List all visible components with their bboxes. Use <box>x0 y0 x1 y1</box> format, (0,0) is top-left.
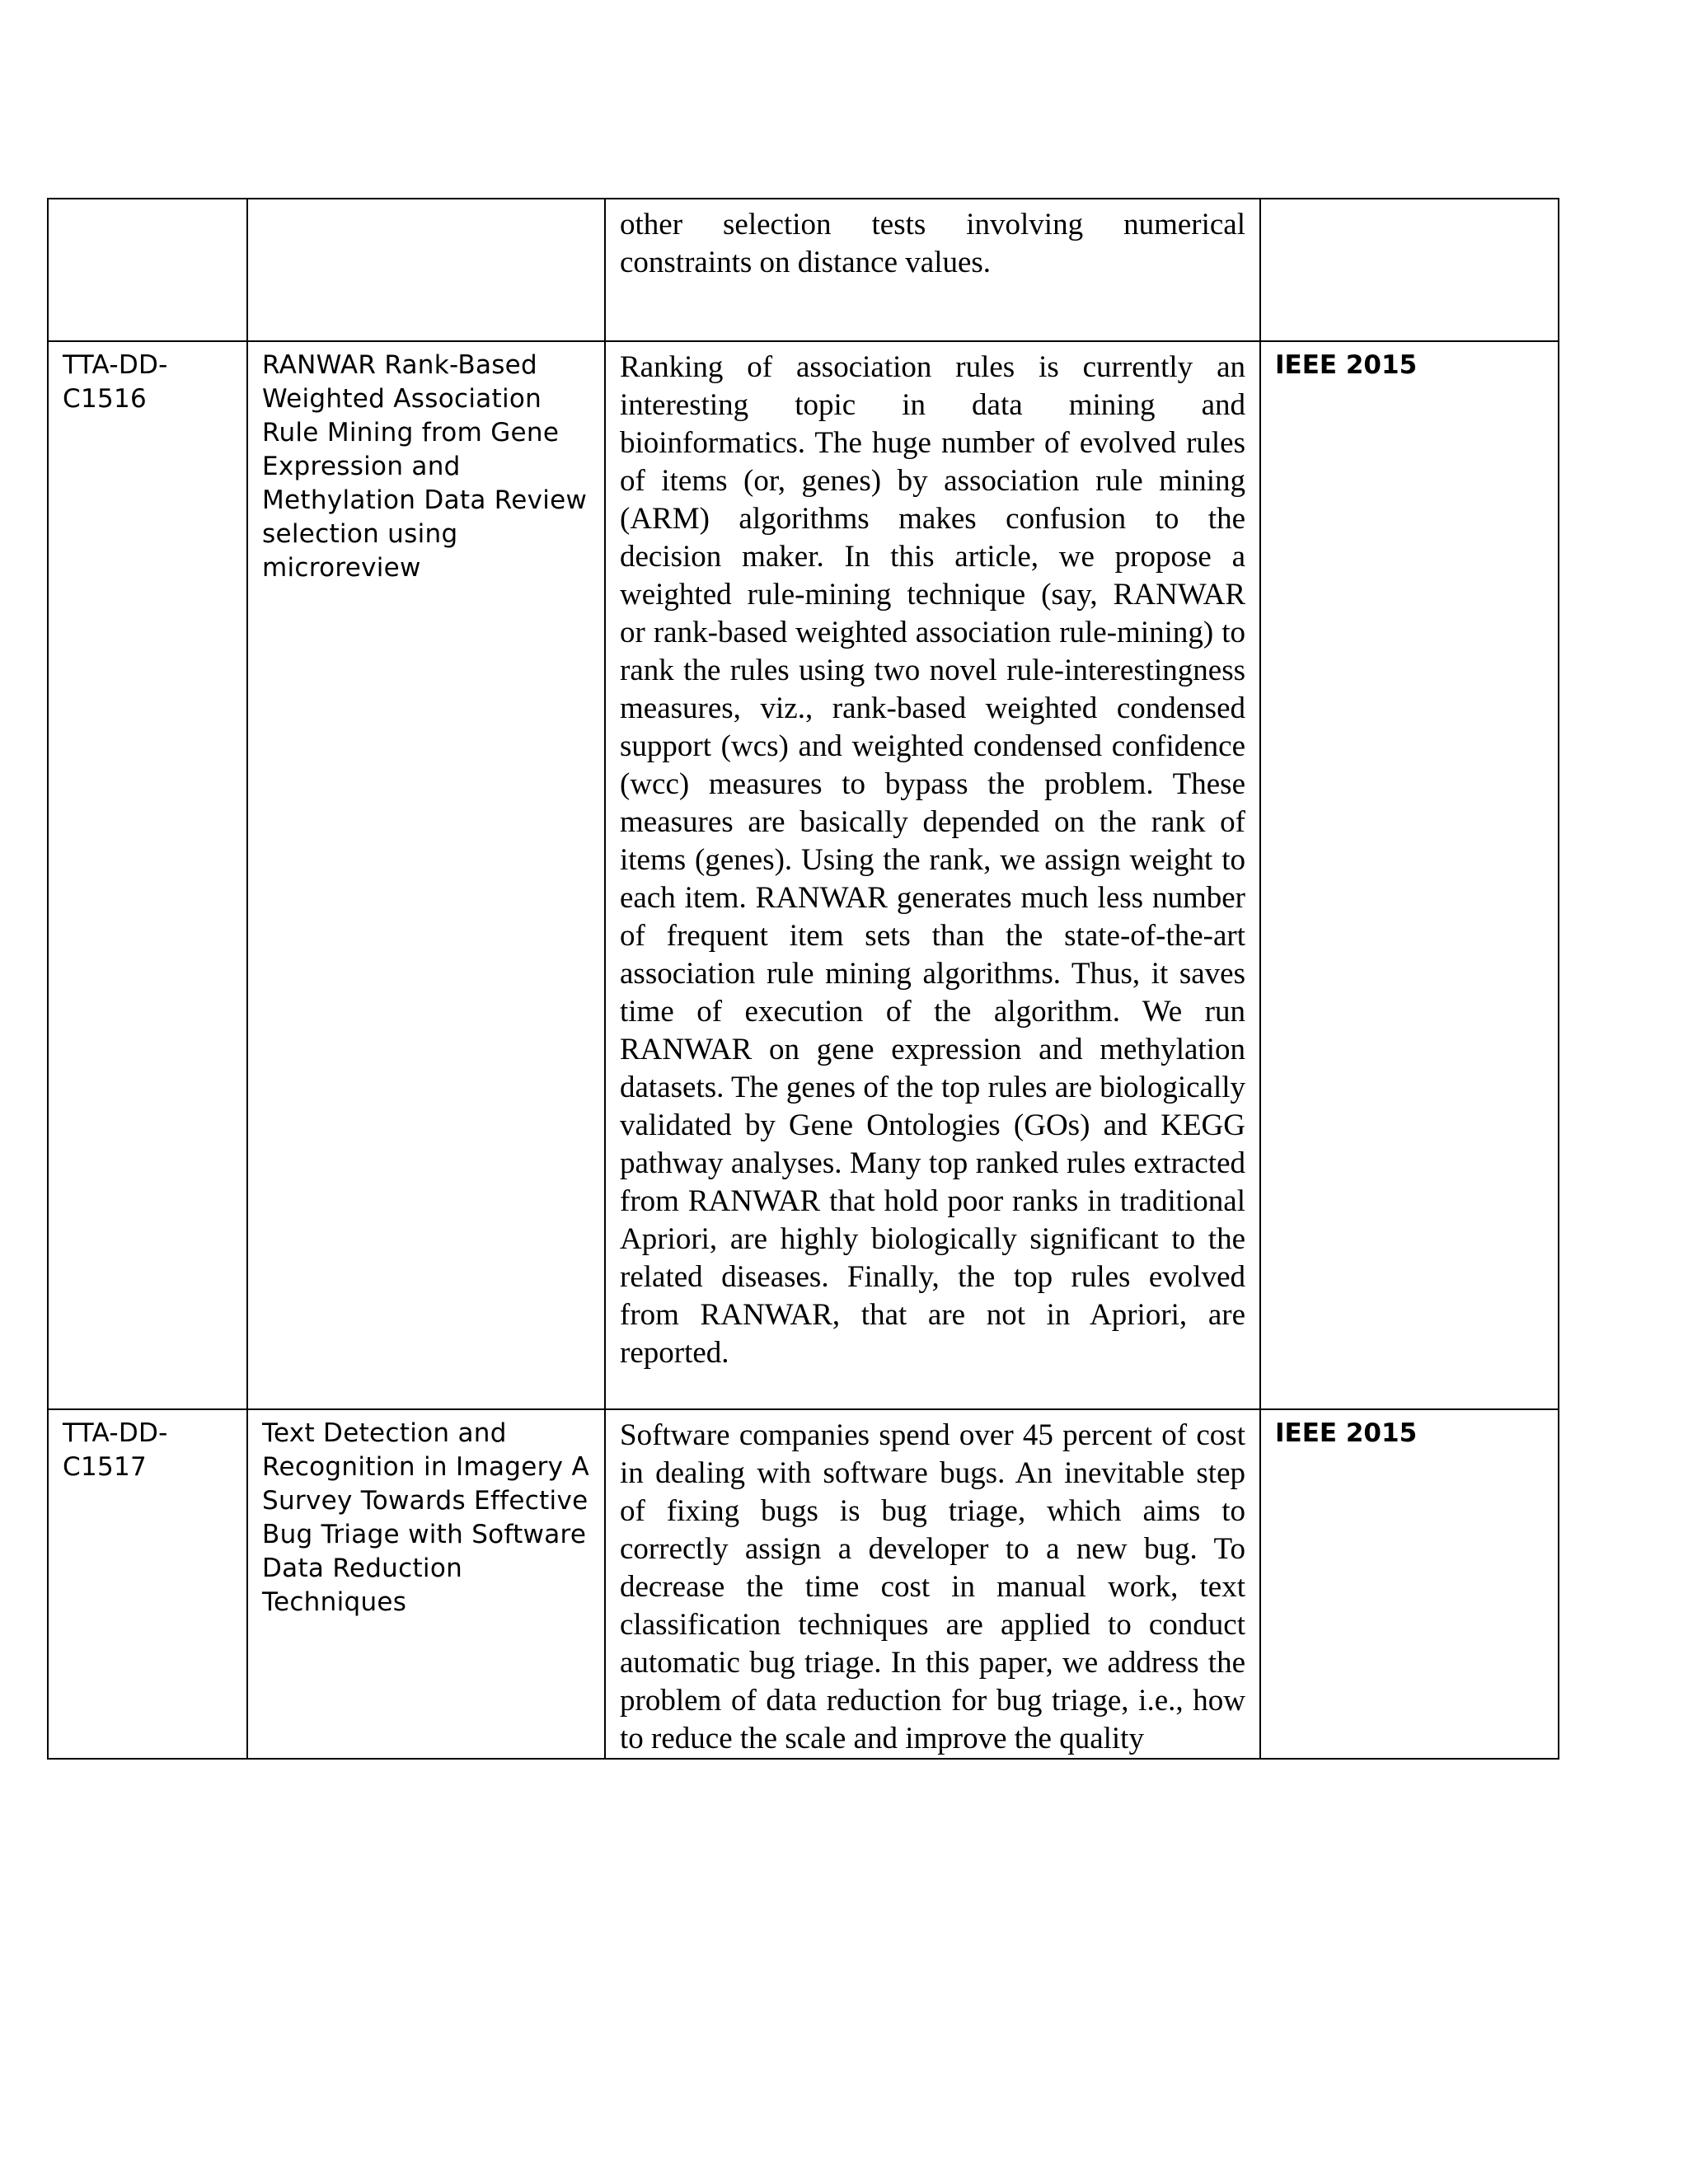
project-title-cell: RANWAR Rank-Based Weighted Association Rule Mining from Gene Expression and Methylation Data Review selection using microreview <box>247 341 605 1409</box>
project-year-cell: IEEE 2015 <box>1260 341 1559 1409</box>
project-year-cell <box>1260 199 1559 341</box>
project-id-cell <box>48 199 247 341</box>
project-year-cell: IEEE 2015 <box>1260 1409 1559 1759</box>
project-abstract-cell <box>605 341 1260 1409</box>
project-abstract-cell <box>605 199 1260 341</box>
table-row <box>48 1409 1559 1759</box>
abstract-text: other selection tests involving numerical constraints on distance values. <box>620 208 1245 279</box>
project-title-cell <box>247 199 605 341</box>
project-id-cell: TTA-DD-C1516 <box>48 341 247 1409</box>
project-table <box>47 198 1559 1760</box>
table-row <box>48 199 1559 341</box>
abstract-text: Software companies spend over 45 percent of cost in dealing with software bugs. An inevitable step of fixing bugs is bug triage, which aims to correctly assign a developer to a new bug. To decrease the time cost in manual work, text classification techniques are applied to conduct automatic bug triage. In this paper, we address the problem of data reduction for bug triage, i.e., how to reduce the scale and improve the quality <box>620 1418 1245 1755</box>
project-title-cell: Text Detection and Recognition in Imagery A Survey Towards Effective Bug Triage with Software Data Reduction Techniques <box>247 1409 605 1759</box>
project-abstract-cell <box>605 1409 1260 1759</box>
abstract-text: Ranking of association rules is currently an interesting topic in data mining and bioinformatics. The huge number of evolved rules of items (or, genes) by association rule mining (ARM) algorithms makes confusion to the decision maker. In this article, we propose a weighted rule-mining technique (say, RANWAR or rank-based weighted association rule-mining) to rank the rules using two novel rule-interestingness measures, viz., rank-based weighted condensed support (wcs) and weighted condensed confidence (wcc) measures to bypass the problem. These measures are basically depended on the rank of items (genes). Using the rank, we assign weight to each item. RANWAR generates much less number of frequent item sets than the state-of-the-art association rule mining algorithms. Thus, it saves time of execution of the algorithm. We run RANWAR on gene expression and methylation datasets. The genes of the top rules are biologically validated by Gene Ontologies (GOs) and KEGG pathway analyses. Many top ranked rules extracted from RANWAR that hold poor ranks in traditional Apriori, are highly biologically significant to the related diseases. Finally, the top rules evolved from RANWAR, that are not in Apriori, are reported. <box>620 350 1245 1370</box>
table-row <box>48 341 1559 1409</box>
project-id-cell: TTA-DD-C1517 <box>48 1409 247 1759</box>
